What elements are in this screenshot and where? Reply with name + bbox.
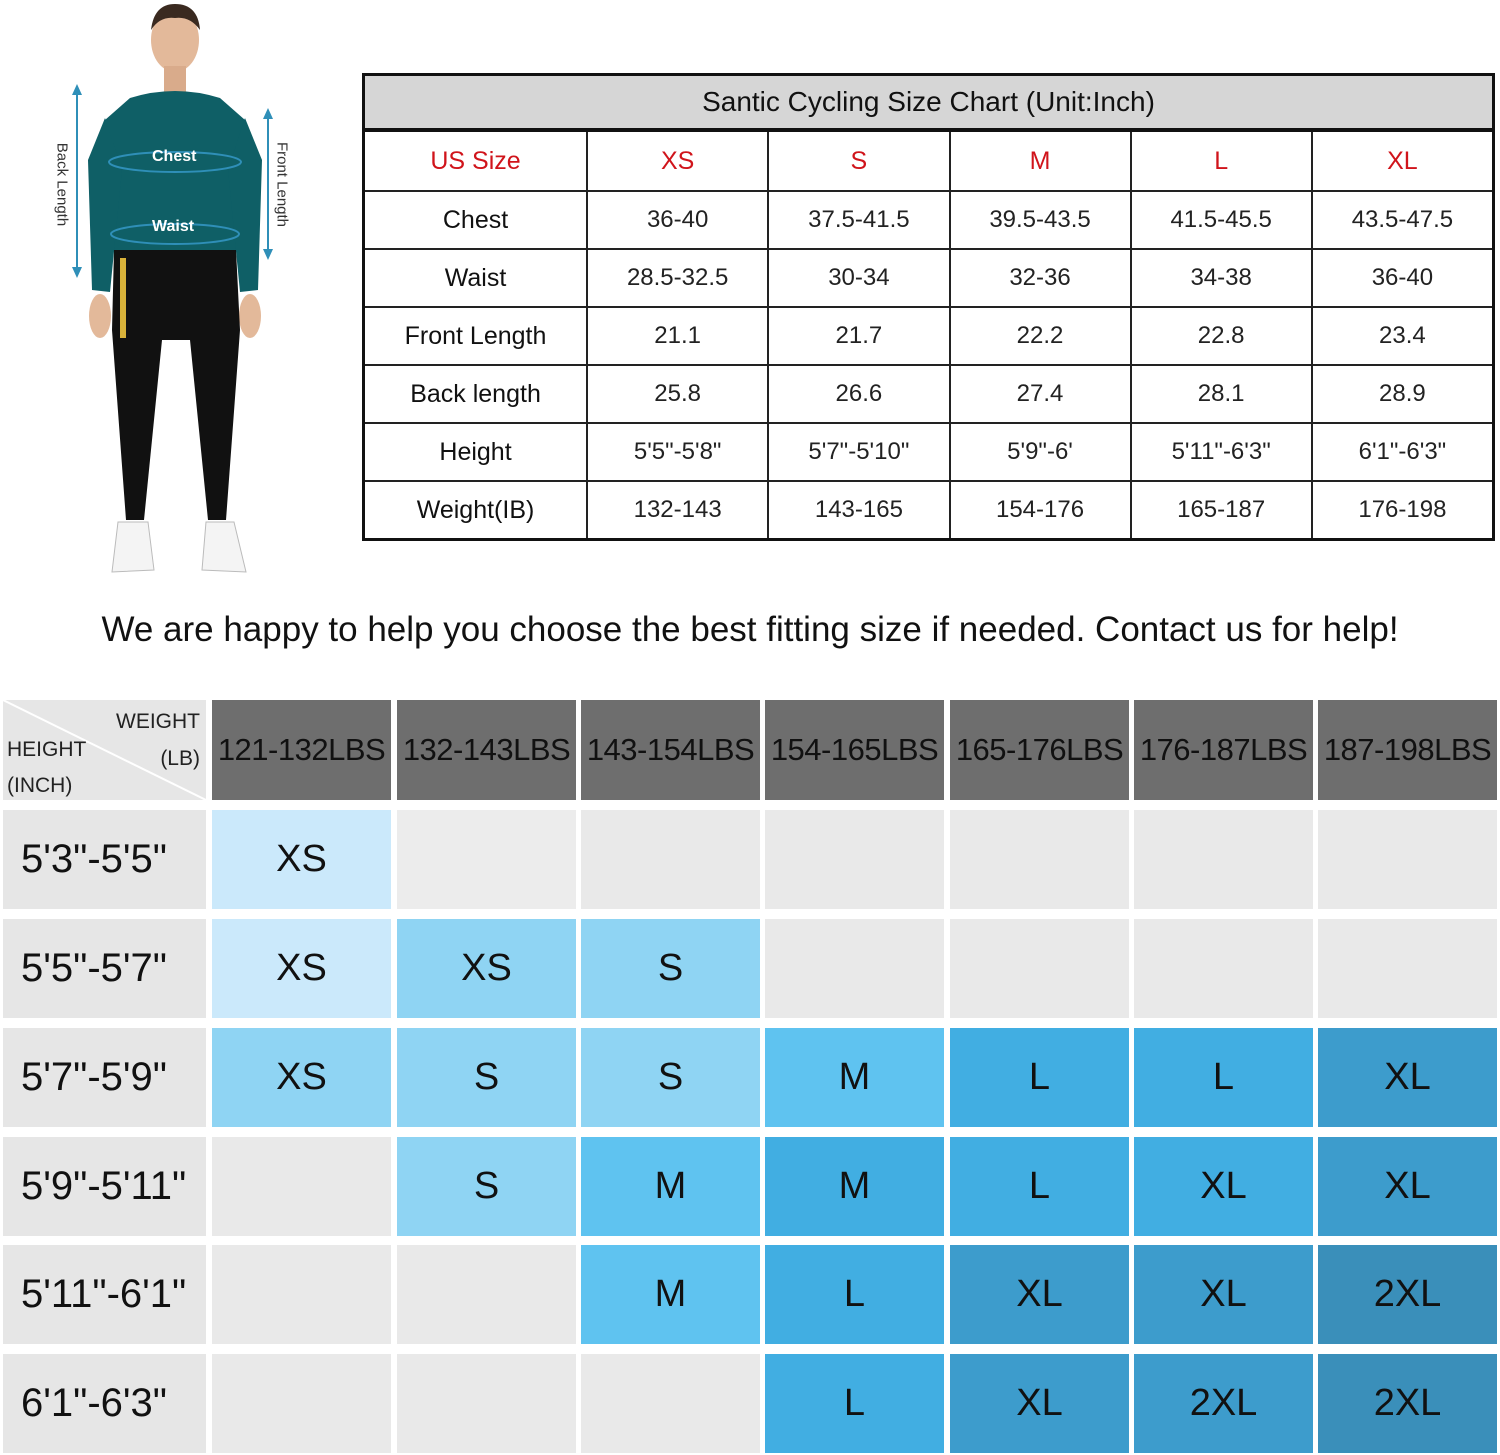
height-row-header: 5'11"-6'1" <box>3 1245 206 1344</box>
table-cell: 5'11"-6'3" <box>1131 423 1312 481</box>
weight-column-header: 132-143LBS <box>397 700 576 800</box>
size-recommendation-cell: S <box>397 1028 576 1127</box>
size-recommendation-cell <box>581 1354 760 1453</box>
size-recommendation-cell <box>397 1245 576 1344</box>
table-row <box>364 423 1494 481</box>
size-recommendation-cell: XL <box>950 1245 1129 1344</box>
table-cell: 23.4 <box>1312 307 1494 365</box>
size-recommendation-cell <box>950 919 1129 1018</box>
height-row-header: 5'9"-5'11" <box>3 1137 206 1236</box>
model-figure <box>40 0 310 590</box>
table-cell: 132-143 <box>587 481 768 540</box>
table-cell: 5'9"-6' <box>950 423 1131 481</box>
row-label: Weight(IB) <box>364 481 588 540</box>
weight-column-header: 187-198LBS <box>1318 700 1497 800</box>
size-recommendation-cell <box>765 810 944 909</box>
row-label: Back length <box>364 365 588 423</box>
chest-label: Chest <box>152 148 197 165</box>
matrix-corner-cell <box>3 700 206 800</box>
size-recommendation-cell: M <box>765 1137 944 1236</box>
height-unit-label: (INCH) <box>7 774 73 797</box>
table-cell: 22.2 <box>950 307 1131 365</box>
size-recommendation-cell: L <box>765 1354 944 1453</box>
table-row <box>364 249 1494 307</box>
table-cell: 21.7 <box>768 307 949 365</box>
size-recommendation-cell: L <box>765 1245 944 1344</box>
table-cell: 30-34 <box>768 249 949 307</box>
size-recommendation-cell <box>765 919 944 1018</box>
size-recommendation-cell: XL <box>1134 1245 1313 1344</box>
size-recommendation-cell: XS <box>397 919 576 1018</box>
weight-column-header: 121-132LBS <box>212 700 391 800</box>
table-cell: 36-40 <box>587 191 768 249</box>
table-cell: 6'1"-6'3" <box>1312 423 1494 481</box>
table-row <box>364 191 1494 249</box>
size-recommendation-cell: M <box>581 1245 760 1344</box>
size-recommendation-cell: L <box>950 1028 1129 1127</box>
front-length-label: Front Length <box>273 141 291 228</box>
size-recommendation-cell: L <box>950 1137 1129 1236</box>
size-recommendation-cell <box>1134 810 1313 909</box>
height-row-header: 6'1"-6'3" <box>3 1354 206 1453</box>
table-cell: 143-165 <box>768 481 949 540</box>
weight-column-header: 176-187LBS <box>1134 700 1313 800</box>
header-cell: XL <box>1312 130 1494 191</box>
height-row-header: 5'7"-5'9" <box>3 1028 206 1127</box>
table-row <box>364 481 1494 540</box>
table-cell: 25.8 <box>587 365 768 423</box>
size-recommendation-cell: S <box>397 1137 576 1236</box>
size-recommendation-cell: XL <box>1318 1028 1497 1127</box>
size-recommendation-cell <box>397 1354 576 1453</box>
weight-column-header: 154-165LBS <box>765 700 944 800</box>
table-cell: 28.9 <box>1312 365 1494 423</box>
size-chart-header-row <box>364 130 1494 191</box>
table-cell: 32-36 <box>950 249 1131 307</box>
size-recommendation-cell <box>212 1137 391 1236</box>
size-recommendation-cell <box>1318 810 1497 909</box>
size-recommendation-cell: L <box>1134 1028 1313 1127</box>
size-recommendation-cell <box>950 810 1129 909</box>
size-recommendation-cell <box>1134 919 1313 1018</box>
table-cell: 36-40 <box>1312 249 1494 307</box>
table-cell: 41.5-45.5 <box>1131 191 1312 249</box>
table-cell: 27.4 <box>950 365 1131 423</box>
size-chart-table <box>362 73 1495 541</box>
size-recommendation-cell: XL <box>950 1354 1129 1453</box>
size-recommendation-cell <box>212 1245 391 1344</box>
height-row-header: 5'5"-5'7" <box>3 919 206 1018</box>
size-recommendation-cell: S <box>581 1028 760 1127</box>
header-cell: XS <box>587 130 768 191</box>
height-axis-label: HEIGHT <box>7 738 87 761</box>
size-recommendation-cell: XS <box>212 1028 391 1127</box>
table-cell: 28.1 <box>1131 365 1312 423</box>
table-cell: 176-198 <box>1312 481 1494 540</box>
table-cell: 5'7"-5'10" <box>768 423 949 481</box>
weight-column-header: 143-154LBS <box>581 700 760 800</box>
size-recommendation-matrix <box>0 700 1500 1455</box>
height-row-header: 5'3"-5'5" <box>3 810 206 909</box>
size-recommendation-cell: XS <box>212 810 391 909</box>
table-cell: 37.5-41.5 <box>768 191 949 249</box>
table-cell: 43.5-47.5 <box>1312 191 1494 249</box>
size-recommendation-cell: S <box>581 919 760 1018</box>
row-label: Chest <box>364 191 588 249</box>
size-recommendation-cell: 2XL <box>1318 1245 1497 1344</box>
size-recommendation-cell <box>581 810 760 909</box>
weight-column-header: 165-176LBS <box>950 700 1129 800</box>
table-row <box>364 365 1494 423</box>
row-label: Waist <box>364 249 588 307</box>
size-recommendation-cell <box>1318 919 1497 1018</box>
row-label: Height <box>364 423 588 481</box>
header-cell: US Size <box>364 130 588 191</box>
table-cell: 22.8 <box>1131 307 1312 365</box>
table-cell: 39.5-43.5 <box>950 191 1131 249</box>
table-cell: 28.5-32.5 <box>587 249 768 307</box>
table-cell: 21.1 <box>587 307 768 365</box>
cyclist-model-illustration <box>40 0 310 590</box>
size-recommendation-cell: XL <box>1134 1137 1313 1236</box>
size-recommendation-cell: 2XL <box>1134 1354 1313 1453</box>
size-recommendation-cell: XL <box>1318 1137 1497 1236</box>
row-label: Front Length <box>364 307 588 365</box>
size-recommendation-cell <box>397 810 576 909</box>
help-text: We are happy to help you choose the best fitting size if needed. Contact us for help! <box>101 610 1399 649</box>
size-recommendation-cell: 2XL <box>1318 1354 1497 1453</box>
size-recommendation-cell: M <box>765 1028 944 1127</box>
back-length-label: Back Length <box>53 142 71 227</box>
header-cell: L <box>1131 130 1312 191</box>
table-row <box>364 307 1494 365</box>
waist-label: Waist <box>152 218 195 235</box>
table-cell: 154-176 <box>950 481 1131 540</box>
header-cell: M <box>950 130 1131 191</box>
weight-unit-label: (LB) <box>160 747 200 770</box>
table-cell: 165-187 <box>1131 481 1312 540</box>
table-cell: 34-38 <box>1131 249 1312 307</box>
weight-axis-label: WEIGHT <box>116 710 200 733</box>
table-cell: 26.6 <box>768 365 949 423</box>
size-chart-title: Santic Cycling Size Chart (Unit:Inch) <box>364 75 1494 131</box>
size-recommendation-cell: XS <box>212 919 391 1018</box>
table-cell: 5'5"-5'8" <box>587 423 768 481</box>
size-recommendation-cell <box>212 1354 391 1453</box>
header-cell: S <box>768 130 949 191</box>
size-recommendation-cell: M <box>581 1137 760 1236</box>
